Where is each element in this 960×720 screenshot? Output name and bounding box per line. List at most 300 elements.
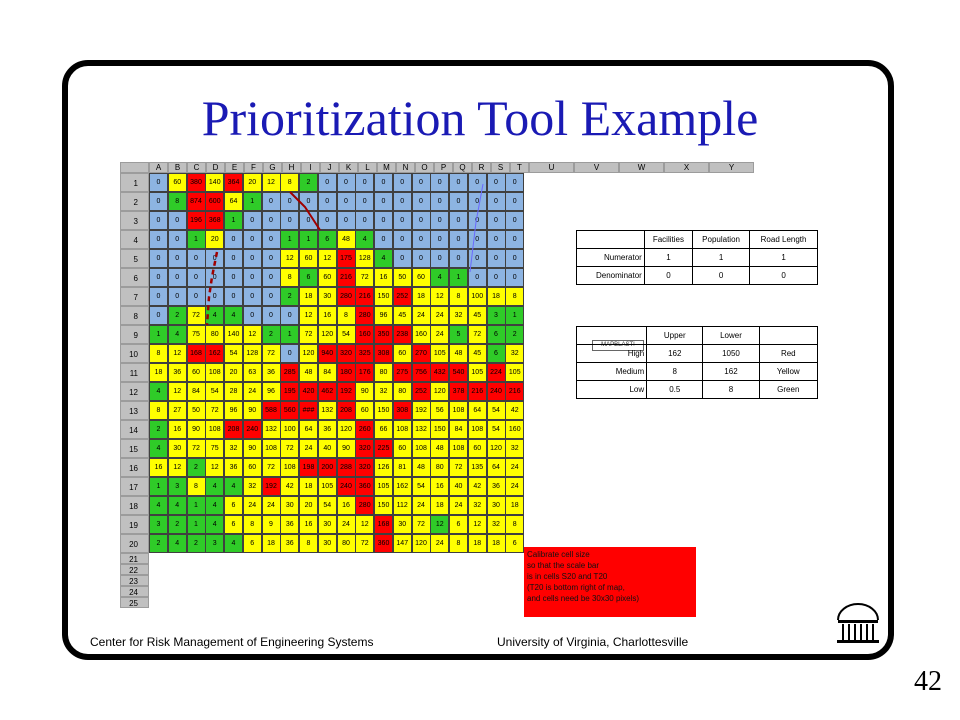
grid-cell[interactable]: 0 [224, 230, 243, 249]
grid-cell[interactable]: 6 [318, 230, 337, 249]
grid-cell[interactable]: 150 [374, 287, 393, 306]
column-header-P[interactable]: P [434, 162, 453, 173]
grid-cell[interactable]: 60 [412, 268, 431, 287]
grid-cell[interactable]: 132 [318, 401, 337, 420]
grid-cell[interactable]: 0 [243, 249, 262, 268]
grid-cell[interactable]: 350 [374, 325, 393, 344]
grid-cell[interactable]: 4 [149, 439, 168, 458]
table-cell[interactable]: 162 [647, 345, 703, 363]
grid-cell[interactable]: 560 [280, 401, 299, 420]
grid-cell[interactable]: 18 [487, 534, 506, 553]
grid-cell[interactable]: 378 [449, 382, 468, 401]
grid-cell[interactable]: 32 [487, 515, 506, 534]
table-cell[interactable]: 1 [693, 249, 750, 267]
grid-cell[interactable]: 3 [149, 515, 168, 534]
grid-cell[interactable]: 0 [449, 192, 468, 211]
grid-cell[interactable]: 16 [374, 268, 393, 287]
grid-cell[interactable]: 0 [205, 268, 224, 287]
grid-cell[interactable]: 180 [337, 363, 356, 382]
grid-cell[interactable]: 12 [468, 515, 487, 534]
grid-cell[interactable]: 80 [430, 458, 449, 477]
grid-cell[interactable]: 325 [355, 344, 374, 363]
grid-cell[interactable]: 30 [318, 515, 337, 534]
grid-cell[interactable]: 238 [393, 325, 412, 344]
grid-cell[interactable]: 420 [299, 382, 318, 401]
grid-cell[interactable]: 66 [374, 420, 393, 439]
grid-cell[interactable]: 54 [487, 420, 506, 439]
grid-cell[interactable]: 24 [430, 534, 449, 553]
grid-cell[interactable]: 150 [374, 496, 393, 515]
row-header-15[interactable]: 15 [120, 439, 149, 458]
grid-cell[interactable]: 2 [505, 325, 524, 344]
grid-cell[interactable]: 108 [393, 420, 412, 439]
grid-cell[interactable]: 0 [337, 192, 356, 211]
grid-cell[interactable]: 0 [149, 230, 168, 249]
grid-cell[interactable]: 18 [505, 496, 524, 515]
grid-cell[interactable]: 105 [505, 363, 524, 382]
grid-cell[interactable]: 60 [243, 458, 262, 477]
grid-cell[interactable]: 0 [355, 173, 374, 192]
grid-cell[interactable]: 4 [355, 230, 374, 249]
grid-cell[interactable]: 8 [280, 173, 299, 192]
grid-cell[interactable]: 60 [393, 439, 412, 458]
grid-cell[interactable]: 60 [468, 439, 487, 458]
grid-cell[interactable]: 195 [280, 382, 299, 401]
grid-cell[interactable]: 8 [243, 515, 262, 534]
grid-cell[interactable]: 874 [187, 192, 206, 211]
grid-cell[interactable]: 240 [337, 477, 356, 496]
grid-cell[interactable]: 16 [299, 515, 318, 534]
row-header-13[interactable]: 13 [120, 401, 149, 420]
grid-cell[interactable]: 112 [393, 496, 412, 515]
table-cell[interactable]: 0 [750, 267, 818, 285]
column-header-B[interactable]: B [168, 162, 187, 173]
table-cell[interactable]: Medium [577, 363, 647, 381]
grid-cell[interactable]: 0 [168, 249, 187, 268]
grid-cell[interactable]: 90 [187, 420, 206, 439]
grid-cell[interactable]: 8 [337, 306, 356, 325]
grid-cell[interactable]: 2 [168, 306, 187, 325]
table-cell[interactable]: Numerator [577, 249, 645, 267]
grid-cell[interactable]: 0 [224, 249, 243, 268]
grid-cell[interactable]: 4 [168, 534, 187, 553]
grid-cell[interactable]: 60 [318, 268, 337, 287]
table-cell[interactable]: Green [759, 381, 817, 399]
grid-cell[interactable]: 12 [168, 458, 187, 477]
grid-cell[interactable]: 18 [299, 477, 318, 496]
grid-cell[interactable]: 32 [505, 439, 524, 458]
grid-cell[interactable]: 160 [412, 325, 431, 344]
grid-cell[interactable]: 108 [449, 439, 468, 458]
grid-cell[interactable]: 0 [430, 230, 449, 249]
grid-cell[interactable]: 24 [430, 325, 449, 344]
grid-cell[interactable]: 1 [149, 477, 168, 496]
grid-cell[interactable]: 0 [505, 249, 524, 268]
grid-cell[interactable]: 105 [430, 344, 449, 363]
grid-cell[interactable]: 540 [449, 363, 468, 382]
grid-cell[interactable]: 175 [337, 249, 356, 268]
grid-cell[interactable]: 1 [149, 325, 168, 344]
table-cell[interactable]: 0 [644, 267, 692, 285]
grid-cell[interactable]: 54 [337, 325, 356, 344]
grid-cell[interactable]: 132 [262, 420, 281, 439]
grid-cell[interactable]: 240 [243, 420, 262, 439]
row-header-9[interactable]: 9 [120, 325, 149, 344]
grid-cell[interactable]: 308 [393, 401, 412, 420]
grid-cell[interactable]: 42 [505, 401, 524, 420]
grid-cell[interactable]: 0 [318, 173, 337, 192]
grid-cell[interactable]: 72 [299, 325, 318, 344]
row-header-20[interactable]: 20 [120, 534, 149, 553]
grid-cell[interactable]: 280 [337, 287, 356, 306]
grid-cell[interactable]: 0 [468, 173, 487, 192]
row-header-10[interactable]: 10 [120, 344, 149, 363]
grid-cell[interactable]: 162 [393, 477, 412, 496]
grid-cell[interactable]: 0 [243, 230, 262, 249]
grid-cell[interactable]: 12 [299, 306, 318, 325]
grid-cell[interactable]: 216 [468, 382, 487, 401]
grid-cell[interactable]: 80 [205, 325, 224, 344]
grid-cell[interactable]: 96 [262, 382, 281, 401]
grid-cell[interactable]: 24 [243, 496, 262, 515]
grid-cell[interactable]: 2 [280, 287, 299, 306]
grid-cell[interactable]: 360 [374, 534, 393, 553]
table-cell[interactable]: Low [577, 381, 647, 399]
grid-cell[interactable]: 48 [299, 363, 318, 382]
column-header-C[interactable]: C [187, 162, 206, 173]
row-header-25[interactable]: 25 [120, 597, 149, 608]
grid-cell[interactable]: 12 [205, 458, 224, 477]
grid-cell[interactable]: 6 [224, 496, 243, 515]
column-header-J[interactable]: J [320, 162, 339, 173]
grid-cell[interactable]: 128 [243, 344, 262, 363]
grid-cell[interactable]: 108 [449, 401, 468, 420]
grid-cell[interactable]: 12 [430, 515, 449, 534]
grid-cell[interactable]: 36 [318, 420, 337, 439]
row-header-19[interactable]: 19 [120, 515, 149, 534]
grid-cell[interactable]: 54 [224, 344, 243, 363]
grid-cell[interactable]: 30 [487, 496, 506, 515]
table-cell[interactable]: 0.5 [647, 381, 703, 399]
grid-cell[interactable]: 600 [205, 192, 224, 211]
grid-cell[interactable]: 8 [149, 401, 168, 420]
grid-cell[interactable]: 0 [318, 192, 337, 211]
grid-cell[interactable]: 100 [468, 287, 487, 306]
column-header-H[interactable]: H [282, 162, 301, 173]
grid-cell[interactable]: 8 [449, 287, 468, 306]
grid-cell[interactable]: 4 [430, 268, 449, 287]
grid-cell[interactable]: 30 [168, 439, 187, 458]
grid-cell[interactable]: 320 [355, 439, 374, 458]
grid-cell[interactable]: 198 [299, 458, 318, 477]
grid-cell[interactable]: 72 [412, 515, 431, 534]
column-header-W[interactable]: W [619, 162, 664, 173]
grid-cell[interactable]: 40 [318, 439, 337, 458]
grid-cell[interactable]: 84 [187, 382, 206, 401]
grid-cell[interactable]: 0 [430, 192, 449, 211]
grid-cell[interactable]: 6 [487, 325, 506, 344]
grid-cell[interactable]: 0 [262, 306, 281, 325]
grid-cell[interactable]: 18 [262, 534, 281, 553]
grid-cell[interactable]: 18 [468, 534, 487, 553]
grid-cell[interactable]: 16 [337, 496, 356, 515]
grid-cell[interactable]: 0 [412, 173, 431, 192]
grid-cell[interactable]: 12 [318, 249, 337, 268]
row-header-1[interactable]: 1 [120, 173, 149, 192]
grid-cell[interactable]: 200 [318, 458, 337, 477]
grid-cell[interactable]: 6 [243, 534, 262, 553]
grid-cell[interactable]: 32 [505, 344, 524, 363]
grid-cell[interactable]: 4 [205, 515, 224, 534]
grid-cell[interactable]: 3 [168, 477, 187, 496]
grid-cell[interactable]: 16 [149, 458, 168, 477]
grid-cell[interactable]: 72 [262, 458, 281, 477]
grid-cell[interactable]: 120 [430, 382, 449, 401]
grid-cell[interactable]: 0 [168, 287, 187, 306]
grid-cell[interactable]: 120 [318, 325, 337, 344]
grid-cell[interactable]: 12 [168, 382, 187, 401]
grid-cell[interactable]: 240 [487, 382, 506, 401]
grid-cell[interactable]: 0 [430, 211, 449, 230]
grid-cell[interactable]: 64 [487, 458, 506, 477]
grid-cell[interactable]: 0 [505, 192, 524, 211]
grid-cell[interactable]: 1 [449, 268, 468, 287]
grid-cell[interactable]: 588 [262, 401, 281, 420]
grid-cell[interactable]: 36 [280, 515, 299, 534]
grid-cell[interactable]: 0 [374, 211, 393, 230]
grid-cell[interactable]: 0 [149, 173, 168, 192]
grid-cell[interactable]: 0 [393, 192, 412, 211]
grid-cell[interactable]: 90 [243, 401, 262, 420]
grid-cell[interactable]: 24 [262, 496, 281, 515]
grid-cell[interactable]: 0 [243, 211, 262, 230]
grid-cell[interactable]: 105 [374, 477, 393, 496]
grid-cell[interactable]: 0 [449, 211, 468, 230]
grid-cell[interactable]: 3 [487, 306, 506, 325]
row-header-16[interactable]: 16 [120, 458, 149, 477]
grid-cell[interactable]: 24 [299, 439, 318, 458]
grid-cell[interactable]: 20 [299, 496, 318, 515]
grid-cell[interactable]: 45 [393, 306, 412, 325]
grid-cell[interactable]: 16 [168, 420, 187, 439]
grid-cell[interactable]: 120 [487, 439, 506, 458]
grid-cell[interactable]: 56 [430, 401, 449, 420]
grid-cell[interactable]: 0 [412, 192, 431, 211]
grid-cell[interactable]: 24 [505, 477, 524, 496]
grid-cell[interactable]: 1 [187, 515, 206, 534]
grid-cell[interactable]: 64 [299, 420, 318, 439]
grid-cell[interactable]: 0 [149, 306, 168, 325]
grid-cell[interactable]: 90 [355, 382, 374, 401]
grid-cell[interactable]: 0 [149, 192, 168, 211]
table-cell[interactable]: 0 [693, 267, 750, 285]
grid-cell[interactable]: 0 [393, 173, 412, 192]
column-header-R[interactable]: R [472, 162, 491, 173]
grid-cell[interactable]: 120 [299, 344, 318, 363]
grid-cell[interactable]: 208 [337, 401, 356, 420]
grid-cell[interactable]: 18 [430, 496, 449, 515]
grid-cell[interactable]: 28 [224, 382, 243, 401]
grid-cell[interactable]: 0 [280, 306, 299, 325]
grid-cell[interactable]: 940 [318, 344, 337, 363]
grid-cell[interactable]: 0 [149, 211, 168, 230]
column-header-N[interactable]: N [396, 162, 415, 173]
row-header-12[interactable]: 12 [120, 382, 149, 401]
column-header-X[interactable]: X [664, 162, 709, 173]
grid-cell[interactable]: 48 [337, 230, 356, 249]
grid-cell[interactable]: 16 [318, 306, 337, 325]
grid-cell[interactable]: 1 [187, 496, 206, 515]
grid-cell[interactable]: 0 [355, 192, 374, 211]
grid-cell[interactable]: 0 [149, 249, 168, 268]
grid-cell[interactable]: 18 [149, 363, 168, 382]
table-cell[interactable]: 162 [703, 363, 759, 381]
column-header-V[interactable]: V [574, 162, 619, 173]
grid-cell[interactable]: 120 [412, 534, 431, 553]
grid-cell[interactable]: 12 [355, 515, 374, 534]
grid-cell[interactable]: 0 [430, 173, 449, 192]
column-header-T[interactable]: T [510, 162, 529, 173]
column-header-A[interactable]: A [149, 162, 168, 173]
grid-cell[interactable]: 60 [187, 363, 206, 382]
row-header-4[interactable]: 4 [120, 230, 149, 249]
grid-cell[interactable]: 140 [205, 173, 224, 192]
grid-cell[interactable]: 168 [187, 344, 206, 363]
table-cell[interactable]: High [577, 345, 647, 363]
table-cell[interactable]: Population [693, 231, 750, 249]
grid-cell[interactable]: 0 [374, 230, 393, 249]
grid-cell[interactable]: 4 [224, 306, 243, 325]
table-cell[interactable]: 8 [647, 363, 703, 381]
grid-cell[interactable]: 24 [449, 496, 468, 515]
grid-cell[interactable]: 60 [393, 344, 412, 363]
grid-cell[interactable]: 192 [337, 382, 356, 401]
grid-cell[interactable]: 12 [168, 344, 187, 363]
row-header-14[interactable]: 14 [120, 420, 149, 439]
grid-cell[interactable]: 108 [262, 439, 281, 458]
grid-cell[interactable]: 275 [393, 363, 412, 382]
grid-cell[interactable]: 1 [280, 230, 299, 249]
grid-cell[interactable]: 0 [468, 230, 487, 249]
grid-cell[interactable]: 0 [505, 211, 524, 230]
grid-cell[interactable]: 160 [355, 325, 374, 344]
grid-cell[interactable]: 42 [468, 477, 487, 496]
grid-cell[interactable]: 0 [468, 249, 487, 268]
grid-cell[interactable]: 20 [205, 230, 224, 249]
grid-cell[interactable]: 192 [412, 401, 431, 420]
column-header-Y[interactable]: Y [709, 162, 754, 173]
grid-cell[interactable]: 0 [412, 249, 431, 268]
grid-cell[interactable]: 42 [280, 477, 299, 496]
grid-cell[interactable]: 0 [149, 268, 168, 287]
grid-cell[interactable]: 0 [487, 192, 506, 211]
grid-cell[interactable]: 72 [187, 439, 206, 458]
table-cell[interactable]: Yellow [759, 363, 817, 381]
grid-cell[interactable]: 72 [449, 458, 468, 477]
row-header-2[interactable]: 2 [120, 192, 149, 211]
grid-cell[interactable]: 48 [449, 344, 468, 363]
grid-cell[interactable]: 0 [168, 230, 187, 249]
grid-cell[interactable]: 160 [505, 420, 524, 439]
grid-cell[interactable]: 140 [224, 325, 243, 344]
grid-cell[interactable]: 192 [262, 477, 281, 496]
grid-cell[interactable]: 30 [393, 515, 412, 534]
grid-cell[interactable]: 0 [468, 211, 487, 230]
row-header-17[interactable]: 17 [120, 477, 149, 496]
grid-cell[interactable]: 18 [299, 287, 318, 306]
grid-cell[interactable]: 1 [224, 211, 243, 230]
column-header-Q[interactable]: Q [453, 162, 472, 173]
grid-cell[interactable]: 8 [149, 344, 168, 363]
grid-cell[interactable]: 12 [280, 249, 299, 268]
grid-cell[interactable]: 432 [430, 363, 449, 382]
grid-cell[interactable]: 24 [505, 458, 524, 477]
table-cell[interactable]: 1 [644, 249, 692, 267]
grid-cell[interactable]: 0 [280, 211, 299, 230]
grid-cell[interactable]: 27 [168, 401, 187, 420]
grid-cell[interactable]: 75 [205, 439, 224, 458]
grid-cell[interactable]: 32 [243, 477, 262, 496]
grid-cell[interactable]: 368 [205, 211, 224, 230]
grid-cell[interactable]: 12 [262, 173, 281, 192]
grid-cell[interactable]: 0 [262, 230, 281, 249]
grid-cell[interactable]: 3 [205, 534, 224, 553]
grid-cell[interactable]: 36 [280, 534, 299, 553]
grid-cell[interactable]: 2 [187, 458, 206, 477]
grid-cell[interactable]: 0 [393, 211, 412, 230]
grid-cell[interactable]: 0 [168, 268, 187, 287]
grid-cell[interactable]: 72 [468, 325, 487, 344]
grid-cell[interactable]: 108 [205, 420, 224, 439]
grid-cell[interactable]: ### [299, 401, 318, 420]
column-header-F[interactable]: F [244, 162, 263, 173]
grid-cell[interactable]: 90 [243, 439, 262, 458]
grid-cell[interactable]: 4 [205, 306, 224, 325]
grid-cell[interactable]: 0 [205, 287, 224, 306]
grid-cell[interactable]: 4 [149, 496, 168, 515]
grid-cell[interactable]: 100 [280, 420, 299, 439]
grid-cell[interactable]: 72 [205, 401, 224, 420]
grid-cell[interactable]: 9 [262, 515, 281, 534]
grid-cell[interactable]: 32 [468, 496, 487, 515]
grid-cell[interactable]: 30 [318, 534, 337, 553]
column-header-M[interactable]: M [377, 162, 396, 173]
grid-cell[interactable]: 36 [168, 363, 187, 382]
grid-cell[interactable]: 4 [374, 249, 393, 268]
grid-cell[interactable]: 50 [187, 401, 206, 420]
row-header-21[interactable]: 21 [120, 553, 149, 564]
grid-cell[interactable]: 1 [243, 192, 262, 211]
grid-cell[interactable]: 8 [187, 477, 206, 496]
grid-cell[interactable]: 16 [430, 477, 449, 496]
grid-cell[interactable]: 30 [318, 287, 337, 306]
table-cell[interactable]: Upper [647, 327, 703, 345]
grid-cell[interactable]: 4 [168, 325, 187, 344]
grid-cell[interactable]: 162 [205, 344, 224, 363]
grid-cell[interactable]: 168 [374, 515, 393, 534]
grid-cell[interactable]: 80 [374, 363, 393, 382]
grid-cell[interactable]: 0 [449, 173, 468, 192]
grid-cell[interactable]: 0 [374, 173, 393, 192]
table-cell[interactable]: Red [759, 345, 817, 363]
grid-cell[interactable]: 36 [262, 363, 281, 382]
grid-cell[interactable]: 36 [487, 477, 506, 496]
grid-cell[interactable]: 128 [355, 249, 374, 268]
grid-cell[interactable]: 320 [337, 344, 356, 363]
grid-cell[interactable]: 0 [487, 268, 506, 287]
grid-cell[interactable]: 60 [299, 249, 318, 268]
grid-cell[interactable]: 462 [318, 382, 337, 401]
